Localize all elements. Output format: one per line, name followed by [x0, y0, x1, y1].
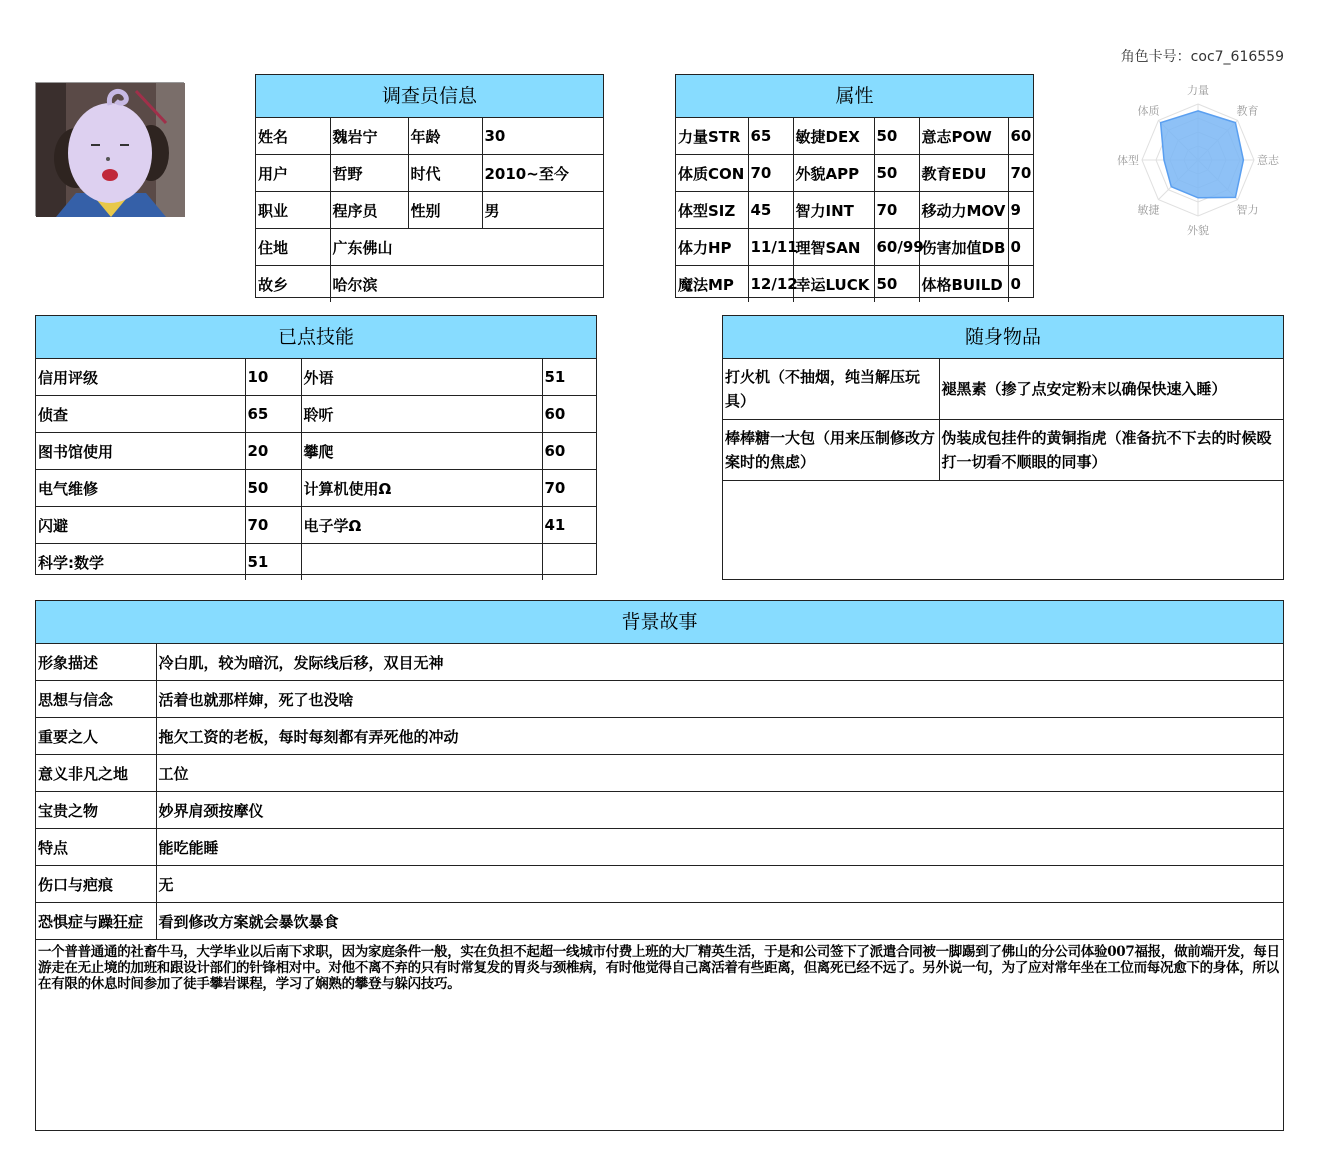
info-value: 30: [482, 118, 603, 155]
skill-name: 电气维修: [36, 470, 245, 507]
background-label: 思想与信念: [36, 681, 156, 718]
attribute-value: 11/11: [748, 229, 793, 266]
radar-label: 外貌: [1187, 224, 1209, 237]
skill-value: 10: [245, 359, 301, 396]
background-value: 看到修改方案就会暴饮暴食: [156, 903, 1283, 940]
skill-value: 51: [542, 359, 596, 396]
background-label: 形象描述: [36, 644, 156, 681]
skill-value: 20: [245, 433, 301, 470]
attribute-label: 敏捷DEX: [793, 118, 874, 155]
background-label: 恐惧症与躁狂症: [36, 903, 156, 940]
radar-label: 敏捷: [1137, 203, 1160, 217]
attribute-label: 魔法MP: [676, 266, 748, 303]
avatar: [35, 82, 184, 216]
skills-table: [36, 359, 596, 580]
skill-name: [301, 544, 542, 581]
table-row: [36, 433, 596, 470]
info-value: 魏岩宁: [330, 118, 408, 155]
background-value: 妙界肩颈按摩仪: [156, 792, 1283, 829]
attribute-label: 智力INT: [793, 192, 874, 229]
table-row: [36, 681, 1283, 718]
attribute-label: 伤害加值DB: [919, 229, 1008, 266]
table-row: [36, 544, 596, 581]
table-row: [36, 903, 1283, 940]
table-row: [36, 718, 1283, 755]
items-table: [723, 359, 1283, 481]
info-label: 姓名: [256, 118, 330, 155]
radar-label: 教育: [1236, 104, 1259, 118]
attribute-value: 50: [874, 266, 919, 303]
background-label: 宝贵之物: [36, 792, 156, 829]
background-label: 伤口与疤痕: [36, 866, 156, 903]
attribute-label: 意志POW: [919, 118, 1008, 155]
attribute-value: 12/12: [748, 266, 793, 303]
attribute-label: 教育EDU: [919, 155, 1008, 192]
attribute-value: 9: [1008, 192, 1033, 229]
skill-value: 50: [245, 470, 301, 507]
skill-value: 65: [245, 396, 301, 433]
table-row: [36, 829, 1283, 866]
table-row: [36, 792, 1283, 829]
background-table: [36, 644, 1283, 940]
skill-value: 60: [542, 433, 596, 470]
attribute-value: 0: [1008, 229, 1033, 266]
attribute-value: 70: [874, 192, 919, 229]
background-label: 重要之人: [36, 718, 156, 755]
attribute-value: 50: [874, 155, 919, 192]
table-row: [36, 359, 596, 396]
table-row: [723, 359, 1283, 420]
item-cell: 伪装成包挂件的黄铜指虎（准备抗不下去的时候殴打一切看不顺眼的同事）: [939, 420, 1283, 481]
background-value: 冷白肌，较为暗沉，发际线后移，双目无神: [156, 644, 1283, 681]
table-row: [36, 755, 1283, 792]
items-panel: [722, 315, 1284, 580]
info-value: 2010~至今: [482, 155, 603, 192]
attribute-label: 幸运LUCK: [793, 266, 874, 303]
item-cell: 褪黑素（掺了点安定粉末以确保快速入睡）: [939, 359, 1283, 420]
info-value: 哈尔滨: [330, 266, 603, 303]
attribute-label: 体力HP: [676, 229, 748, 266]
avatar-image: [36, 83, 185, 217]
skill-name: 图书馆使用: [36, 433, 245, 470]
skill-name: 闪避: [36, 507, 245, 544]
attribute-label: 体质CON: [676, 155, 748, 192]
table-row: [36, 866, 1283, 903]
table-row: [36, 470, 596, 507]
info-label: 职业: [256, 192, 330, 229]
info-value: 广东佛山: [330, 229, 603, 266]
info-value: 哲野: [330, 155, 408, 192]
attribute-label: 移动力MOV: [919, 192, 1008, 229]
item-cell: 棒棒糖一大包（用来压制修改方案时的焦虑）: [723, 420, 939, 481]
info-value: 男: [482, 192, 603, 229]
item-cell: 打火机（不抽烟，纯当解压玩具）: [723, 359, 939, 420]
investigator-title: 调查员信息: [256, 75, 603, 118]
radar-label: 力量: [1187, 84, 1209, 97]
skill-value: 60: [542, 396, 596, 433]
background-story: 一个普普通通的社畜牛马，大学毕业以后南下求职，因为家庭条件一般，实在负担不起超一线城市付费上班的大厂精英生活，于是和公司签下了派遣合同被一脚踢到了佛山的分公司体验007福报，做前端开发，每日游走在无止境的加班和跟设计部们的针锋相对中。对他不离不弃的只有时常复发的胃炎与颈椎病，有时他觉得自己离活着有些距离，但离死已经不远了。另外说一句，为了应对常年坐在工位而每况愈下的身体，所以在有限的休息时间参加了徒手攀岩课程，学习了娴熟的攀登与躲闪技巧。: [38, 944, 1280, 992]
attribute-value: 45: [748, 192, 793, 229]
info-label: 年龄: [408, 118, 482, 155]
background-title: 背景故事: [36, 601, 1283, 644]
info-label: 性别: [408, 192, 482, 229]
table-row: [676, 229, 1033, 266]
info-label: 住地: [256, 229, 330, 266]
investigator-table: [256, 118, 603, 302]
table-row: [723, 420, 1283, 481]
info-label: 用户: [256, 155, 330, 192]
attributes-title: 属性: [676, 75, 1033, 118]
skill-name: 计算机使用Ω: [301, 470, 542, 507]
skill-name: 外语: [301, 359, 542, 396]
radar-label: 体质: [1137, 104, 1160, 118]
info-label: 故乡: [256, 266, 330, 303]
background-value: 能吃能睡: [156, 829, 1283, 866]
attribute-value: 65: [748, 118, 793, 155]
radar-series: [1161, 111, 1244, 198]
attribute-label: 外貌APP: [793, 155, 874, 192]
background-panel: [35, 600, 1284, 1131]
radar-label: 意志: [1257, 154, 1279, 167]
attribute-radar-chart: [1085, 80, 1295, 240]
attributes-table: [676, 118, 1033, 302]
attribute-label: 体型SIZ: [676, 192, 748, 229]
skills-panel: [35, 315, 597, 575]
skill-value: 70: [245, 507, 301, 544]
investigator-panel: [255, 74, 604, 298]
skill-name: 科学:数学: [36, 544, 245, 581]
attribute-label: 力量STR: [676, 118, 748, 155]
table-row: [256, 155, 603, 192]
skills-title: 已点技能: [36, 316, 596, 359]
table-row: [676, 266, 1033, 303]
skill-name: 攀爬: [301, 433, 542, 470]
skill-value: [542, 544, 596, 581]
attribute-value: 60: [1008, 118, 1033, 155]
table-row: [676, 192, 1033, 229]
table-row: [36, 396, 596, 433]
radar-label: 智力: [1236, 203, 1259, 217]
attribute-value: 0: [1008, 266, 1033, 303]
skill-name: 侦查: [36, 396, 245, 433]
attribute-value: 60/99: [874, 229, 919, 266]
background-value: 工位: [156, 755, 1283, 792]
table-row: [256, 192, 603, 229]
skill-name: 信用评级: [36, 359, 245, 396]
skill-value: 70: [542, 470, 596, 507]
attribute-value: 50: [874, 118, 919, 155]
items-title: 随身物品: [723, 316, 1283, 359]
table-row: [676, 118, 1033, 155]
card-id: 角色卡号：coc7_616559: [1120, 49, 1284, 65]
info-value: 程序员: [330, 192, 408, 229]
radar-label: 体型: [1117, 154, 1139, 167]
skill-value: 51: [245, 544, 301, 581]
table-row: [256, 229, 603, 266]
attribute-value: 70: [1008, 155, 1033, 192]
background-label: 意义非凡之地: [36, 755, 156, 792]
background-value: 拖欠工资的老板，每时每刻都有弄死他的冲动: [156, 718, 1283, 755]
attribute-label: 体格BUILD: [919, 266, 1008, 303]
table-row: [36, 644, 1283, 681]
table-row: [256, 118, 603, 155]
table-row: [256, 266, 603, 303]
attribute-label: 理智SAN: [793, 229, 874, 266]
background-value: 活着也就那样婶，死了也没啥: [156, 681, 1283, 718]
skill-value: 41: [542, 507, 596, 544]
skill-name: 电子学Ω: [301, 507, 542, 544]
background-value: 无: [156, 866, 1283, 903]
info-label: 时代: [408, 155, 482, 192]
table-row: [36, 507, 596, 544]
attributes-panel: [675, 74, 1034, 298]
skill-name: 聆听: [301, 396, 542, 433]
table-row: [676, 155, 1033, 192]
background-label: 特点: [36, 829, 156, 866]
attribute-value: 70: [748, 155, 793, 192]
